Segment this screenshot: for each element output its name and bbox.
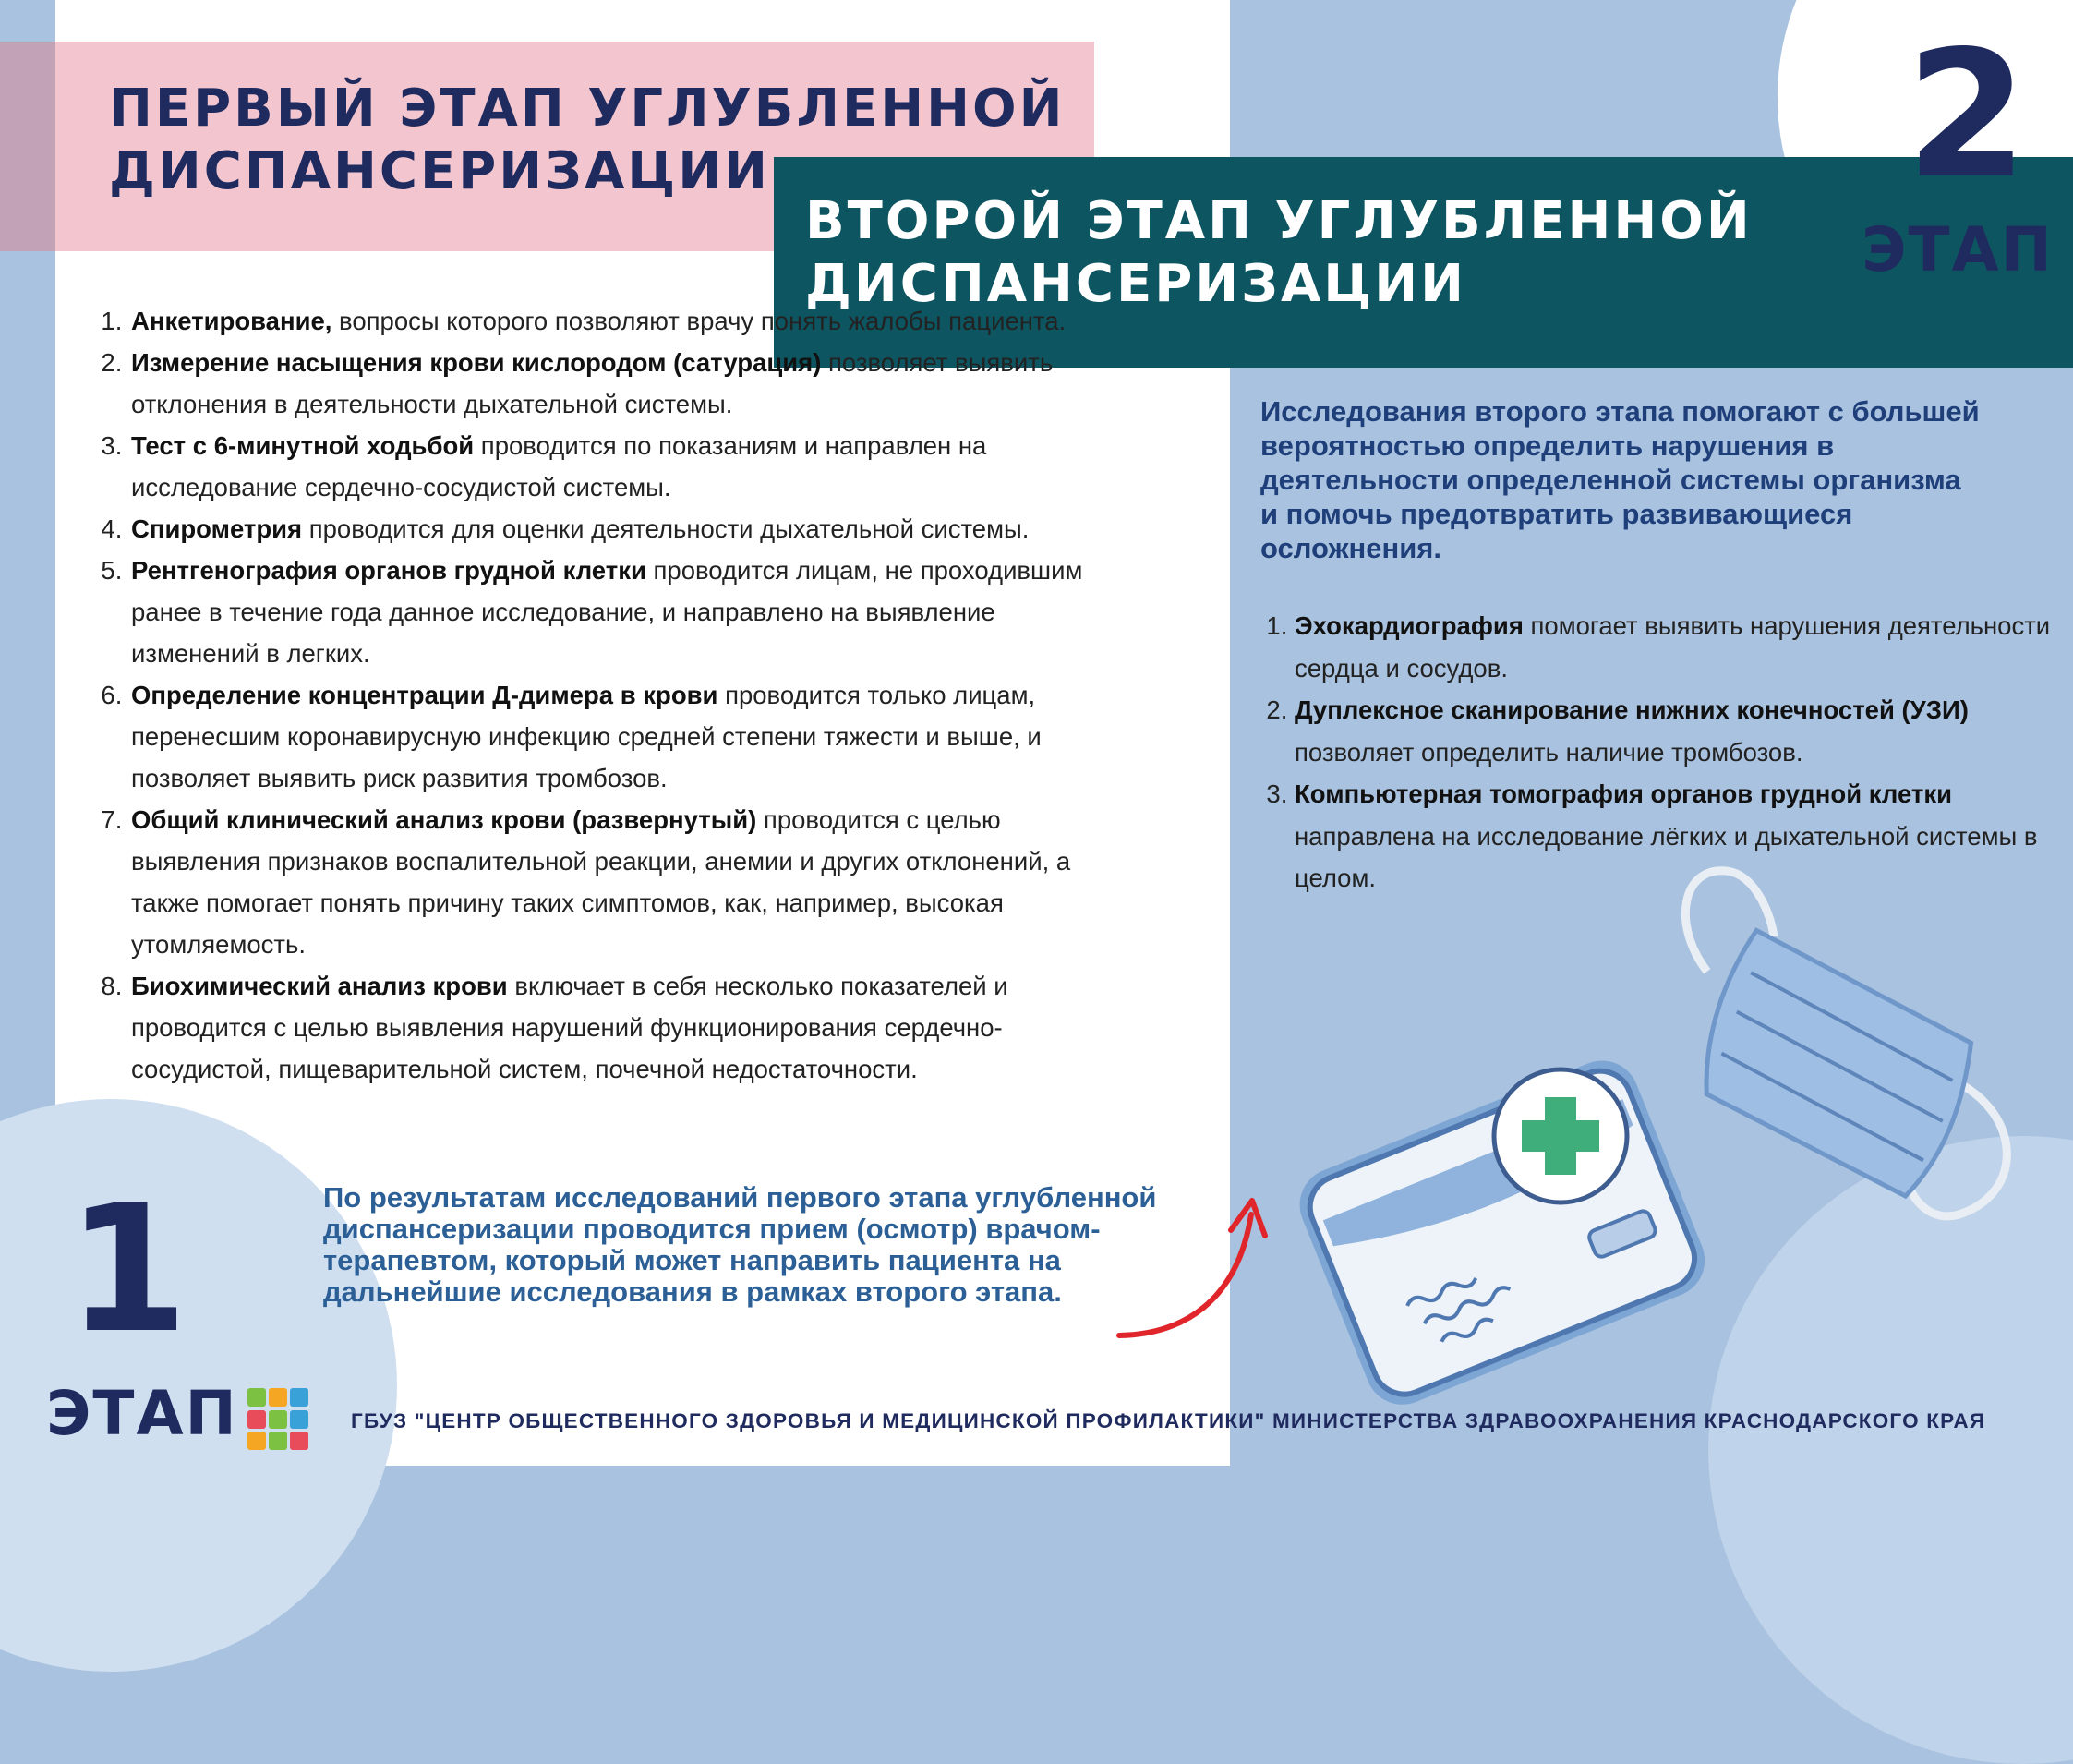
logo-tile — [290, 1432, 308, 1450]
footer-organization: ГБУЗ "ЦЕНТР ОБЩЕСТВЕННОГО ЗДОРОВЬЯ И МЕДИЦИНСКОЙ ПРОФИЛАКТИКИ" МИНИСТЕРСТВА ЗДРАВООХРАНЕНИЯ КРАСНОДАРСКОГО КРАЯ — [351, 1409, 1986, 1432]
item-title: Рентгенография органов грудной клетки — [131, 556, 646, 585]
item-description: вопросы которого позволяют врачу понять жалобы пациента. — [331, 307, 1067, 335]
first-aid-kit-icon — [1284, 1034, 1717, 1385]
item-title: Дуплексное сканирование нижних конечностей (УЗИ) — [1295, 695, 1969, 724]
item-description: проводится только лицам, перенесшим коронавирусную инфекцию средней степени тяжести и выше, и позволяет выявить риск развития тромбозов. — [131, 681, 1042, 792]
stage2-number: 2 — [1905, 13, 2029, 217]
item-title: Определение концентрации Д-димера в крови — [131, 681, 718, 709]
item-title: Общий клинический анализ крови (развернутый) — [131, 805, 757, 834]
item-description: проводится с целью выявления признаков воспалительной реакции, анемии и других отклонений, а также помогает понять причину таких симптомов, как, например, высокая утомляемость. — [131, 805, 1071, 959]
stage2-label: ЭТАП — [1862, 214, 2054, 285]
logo-tile — [247, 1388, 266, 1407]
stage1-title-accent — [0, 42, 55, 251]
list-item — [129, 508, 1127, 550]
item-description: позволяет определить наличие тромбозов. — [1295, 737, 1803, 767]
list-item — [129, 342, 1127, 425]
item-description: проводится лицам, не проходившим ранее в течение года данное исследование, и направлено на выявление изменений в легких. — [131, 556, 1083, 668]
item-description: проводится по показаниям и направлен на исследование сердечно-сосудистой системы. — [131, 431, 987, 501]
red-arrow-icon — [1108, 1173, 1284, 1348]
logo-tile — [290, 1388, 308, 1407]
list-item — [129, 425, 1127, 508]
health-center-logo-icon — [247, 1388, 310, 1451]
logo-tile — [269, 1410, 287, 1429]
item-title: Анкетирование, — [131, 307, 332, 335]
item-title: Спирометрия — [131, 514, 303, 543]
list-item — [1295, 689, 2052, 773]
list-item — [1295, 605, 2052, 689]
item-title: Компьютерная томография органов грудной клетки — [1295, 779, 1953, 808]
stage2-intro: Исследования второго этапа помогают с большей вероятностью определить нарушения в деятельности определенной системы организма и помочь предотвратить развивающиеся осложнения. — [1260, 395, 1980, 564]
item-description: проводится для оценки деятельности дыхательной системы. — [302, 514, 1030, 543]
stage1-label: ЭТАП — [46, 1378, 238, 1449]
item-description: направлена на исследование лёгких и дыхательной системы в целом. — [1295, 821, 2038, 892]
stage1-number: 1 — [66, 1167, 189, 1371]
stage2-title: ВТОРОЙ ЭТАП УГЛУБЛЕННОЙ ДИСПАНСЕРИЗАЦИИ — [805, 191, 1753, 314]
stage1-exam-list — [100, 300, 1127, 1090]
logo-tile — [269, 1432, 287, 1450]
stage2-exam-list — [1265, 605, 2052, 900]
list-item — [1295, 773, 2052, 900]
item-title: Эхокардиография — [1295, 611, 1524, 640]
item-description: помогает выявить нарушения деятельности сердца и сосудов. — [1295, 611, 2051, 683]
logo-tile — [247, 1410, 266, 1429]
list-item — [129, 674, 1127, 799]
stage1-result-note: По результатам исследований первого этапа углубленной диспансеризации проводится прием (осмотр) врачом-терапевтом, который может направить пациента на дальнейшие исследования в рамках второго этапа. — [323, 1181, 1157, 1308]
item-title: Измерение насыщения крови кислородом (сатурация) — [131, 348, 822, 377]
item-title: Биохимический анализ крови — [131, 972, 508, 1000]
logo-tile — [269, 1388, 287, 1407]
list-item — [129, 799, 1127, 965]
logo-tile — [290, 1410, 308, 1429]
item-title: Тест с 6-минутной ходьбой — [131, 431, 475, 460]
item-description: позволяет выявить отклонения в деятельности дыхательной системы. — [131, 348, 1054, 418]
list-item — [129, 550, 1127, 674]
item-description: включает в себя несколько показателей и проводится с целью выявления нарушений функционирования сердечно-сосудистой, пищеварительной систем, почечной недостаточности. — [131, 972, 1008, 1083]
stage1-title: ПЕРВЫЙ ЭТАП УГЛУБЛЕННОЙ ДИСПАНСЕРИЗАЦИИ — [109, 79, 1066, 201]
list-item — [129, 965, 1127, 1090]
logo-tile — [247, 1432, 266, 1450]
list-item — [129, 300, 1127, 342]
